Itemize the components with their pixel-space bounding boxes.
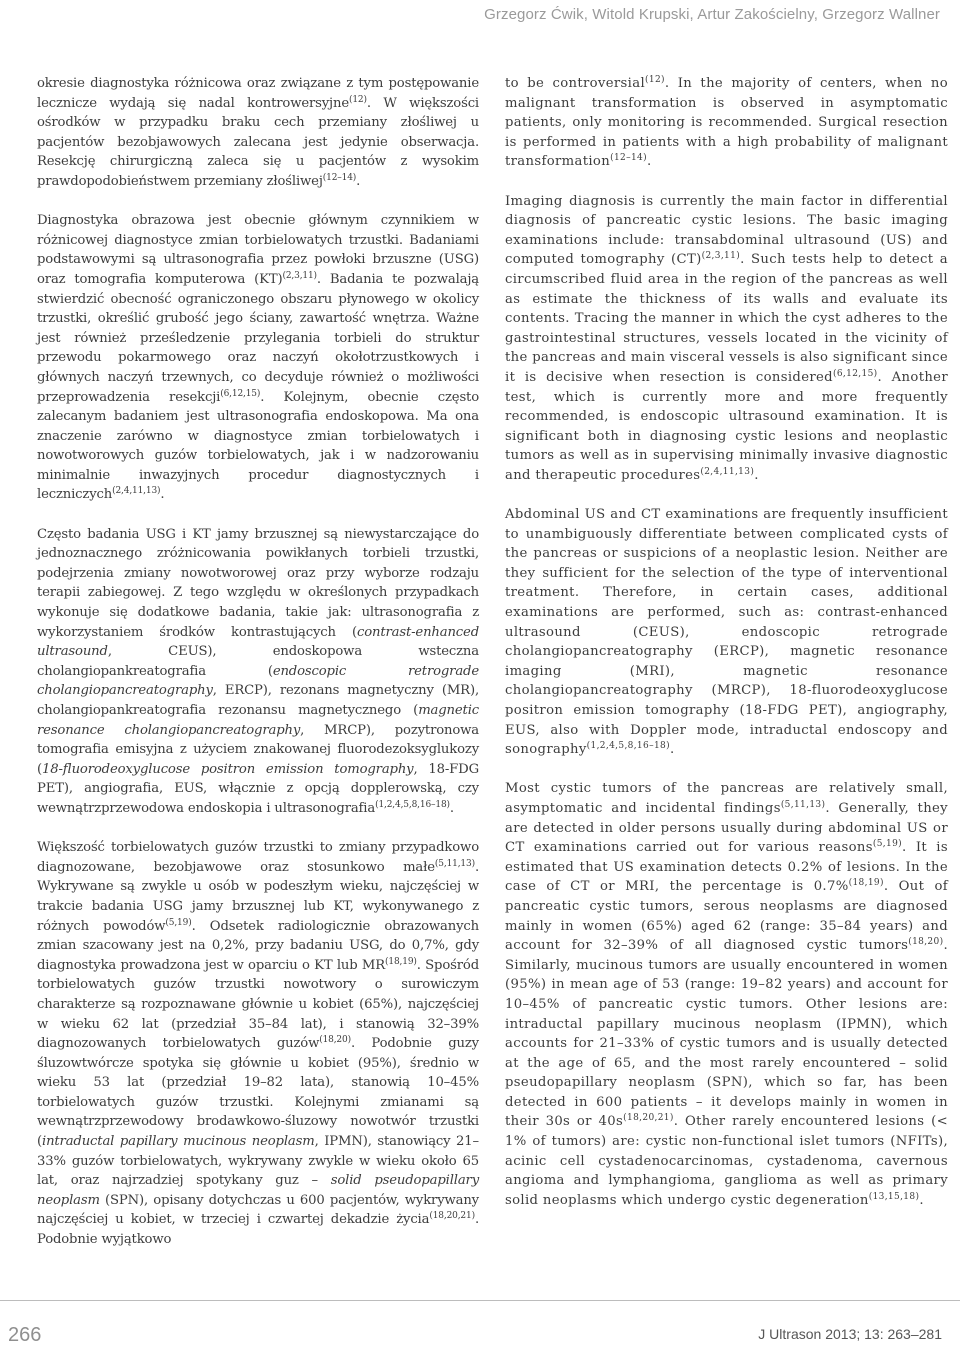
text-run: . It is estimated that US examination detects 0.2% of lesions. In the case of CT or MRI, the percentage is 0.7% bbox=[505, 840, 948, 895]
text-run: Imaging diagnosis is currently the main factor in differential diagnosis of pancreatic cystic lesions. The basic imaging examinations include: transabdominal ultrasound (US) and computed tomography (CT) bbox=[505, 193, 948, 268]
page-number: 266 bbox=[8, 1324, 42, 1346]
citation-ref: (18,20) bbox=[319, 1035, 351, 1046]
citation-ref: (18,20) bbox=[908, 937, 944, 948]
citation-ref: (12–14) bbox=[610, 153, 647, 164]
text-run: . Odsetek radiologicznie obrazowanych zmian szacowany jest na 0,2%, przy badaniu USG, do 0,7%, gdy diagnostyka prowadzona jest w oparciu o KT lub MR bbox=[37, 918, 479, 973]
text-run: . Another test, which is currently more and more frequently recommended, is endoscopic ultrasound examination. It is significant both in diagnosing cystic lesions and neoplastic tumors as well as in supervising minimally invasive diagnostic and therapeutic procedures bbox=[505, 369, 948, 483]
text-run: . Similarly, mucinous tumors are usually encountered in women (95%) in mean age of 53 (range: 19–82 years) and account for 10–45% of pancreatic cystic tumors. Other lesions are: intraductal papillary mucinous neoplasm (IPMN), which accounts for 21–33% of cystic tumors and is usually detected at the age of 65, and the most rarely encountered – solid pseudopapillary neoplasm (SPN), which so far, has been detected in 600 patients – it develops mainly in women in their 30s or 40s bbox=[505, 938, 948, 1130]
paragraph bbox=[37, 74, 479, 192]
text-run: . Podobnie guzy śluzowtwórcze spotyka się głównie u kobiet (95%), średnio w wieku 53 lat (przedział 19–82 lata), stanowią 10–45% torbielowatych guzów trzustki. Kolejnymi zmianami są wewnątrzprzewodowy brodawkowo-śluzowy nowotwór trzustki ( bbox=[37, 1036, 479, 1150]
citation-ref: (5,11,13) bbox=[780, 799, 826, 810]
citation-ref: (18,19) bbox=[385, 956, 417, 967]
running-header: Grzegorz Ćwik, Witold Krupski, Artur Zakościelny, Grzegorz Wallner bbox=[484, 6, 940, 23]
text-run: . Other rarely encountered lesions (< 1% of tumors) are: cystic non-functional islet tumors (NFITs), acinic cell cystadenocarcinomas, cystadenoma, cavernous angioma and lymphangioma, ganglioma as well as primary solid neoplasms which undergo cystic degeneration bbox=[505, 1114, 948, 1208]
text-run: . W większości ośrodków w przypadku braku cech przemiany złośliwej u pacjentów bezobjawowych zalecana jest jedynie obserwacja. Resekcję chirurgiczną zaleca się u pacjentów z wysokim prawdopodobieństwem przemiany złośliwej bbox=[37, 95, 480, 189]
paragraph bbox=[505, 505, 948, 760]
text-run: Często badania USG i KT jamy brzusznej są niewystarczające do jednoznacznego zróżnicowania powikłanych torbieli trzustki, podejrzenia zmiany nowotworowej oraz przy wyborze rodzaju terapii zabiegowej. Z tego względu w określonych przypadkach wykonuje się dodatkowe badania, takie jak: ultrasonografia z wykorzystaniem środków kontrastujących ( bbox=[37, 526, 479, 640]
text-run: . bbox=[754, 467, 759, 483]
text-run: . bbox=[160, 487, 165, 503]
text-run: . Kolejnym, obecnie często zalecanym badaniem jest ultrasonografia endoskopowa. Ma ona znaczenie zarówno w diagnostyce zmian torbielowatych i nowotworowych guzów torbielowatych, jak i w nadzorowaniu minimalnie inwazyjnych procedur diagnostycznych i leczniczych bbox=[37, 389, 479, 503]
citation-ref: (13,15,18) bbox=[868, 1191, 920, 1202]
citation-ref: (5,19) bbox=[165, 917, 192, 928]
citation-ref: (1,2,4,5,8,16–18) bbox=[586, 741, 670, 752]
italic-term: endoscopic retrograde cholangiopancreatography bbox=[37, 663, 479, 699]
italic-term: contrast-enhanced ultrasound bbox=[37, 624, 479, 660]
citation-ref: (12–14) bbox=[322, 172, 357, 183]
paragraph bbox=[37, 838, 479, 1249]
citation-ref: (6,12,15) bbox=[220, 388, 261, 399]
citation-ref: (2,4,11,13) bbox=[112, 486, 161, 497]
left-column-polish bbox=[37, 74, 479, 1250]
citation-ref: (2,4,11,13) bbox=[700, 466, 755, 477]
journal-citation: J Ultrason 2013; 13: 263–281 bbox=[758, 1326, 942, 1342]
italic-term: intraductal papillary mucinous neoplasm bbox=[42, 1134, 315, 1150]
text-run: Diagnostyka obrazowa jest obecnie głównym czynnikiem w różnicowej diagnostyce zmian torbielowatych trzustki. Badaniami podstawowymi są ultrasonografia przez powłoki brzuszne (USG) oraz tomografia komputerowa (KT) bbox=[37, 213, 479, 287]
text-run: . bbox=[646, 154, 652, 170]
text-run: . bbox=[356, 173, 361, 189]
text-run: . Spośród torbielowatych guzów trzustki nowotwory o surowiczym charakterze są rozpoznawane głównie u kobiet (65%), najczęściej w wieku 62 lat (przedział 35–84 lat), i stanowią 32–39% diagnozowanych torbielowatych guzów bbox=[37, 957, 479, 1052]
text-run: . In the majority of centers, when no malignant transformation is observed in asymptomatic patients, only monitoring is recommended. Surgical resection is performed in patients with a high probability of malignant transformation bbox=[505, 76, 948, 170]
text-run: . Podobnie wyjątkowo bbox=[37, 1212, 479, 1248]
citation-ref: (5,11,13) bbox=[434, 858, 475, 869]
citation-ref: (18,20,21) bbox=[623, 1113, 674, 1124]
text-run: . Such tests help to detect a circumscribed fluid area in the region of the pancreas as well as estimate the thickness of its walls and evaluate its contents. Tracing the manner in which the cyst adheres to the gastrointestinal structures, vessels located in the vicinity of the pancreas and main visceral vessels is also significant since it is decisive when resection is considered bbox=[505, 252, 949, 385]
text-run: . Badania te pozwalają stwierdzić obecność ograniczonego obszaru płynowego w okolicy trzustki, określić grubość jego ściany, zawartość wnętrza. Ważne jest również prześledzenie przylegania torbieli do struktur przewodu pokarmowego oraz naczyń okołotrzustkowych i głównych naczyń trzewnych, co decyduje również o możliwości przeprowadzenia resekcji bbox=[37, 271, 480, 405]
text-run: . Out of pancreatic cystic tumors, serous neoplasms are diagnosed mainly in women (65%) aged 62 (range: 35–84 years) and account for 32–39% of all diagnosed cystic tumors bbox=[505, 879, 948, 954]
citation-ref: (18,20,21) bbox=[429, 1211, 475, 1222]
text-run: okresie diagnostyka różnicowa oraz związane z tym postępowanie lecznicze wydają się nadal kontrowersyjne bbox=[37, 76, 479, 111]
paragraph bbox=[505, 192, 948, 486]
paragraph bbox=[505, 779, 948, 1210]
citation-ref: (12) bbox=[349, 94, 367, 105]
text-run: . bbox=[449, 800, 454, 816]
text-run: to be controversial bbox=[505, 76, 646, 91]
citation-ref: (2,3,11) bbox=[701, 251, 741, 262]
text-run: . Wykrywane są zwykle u osób w podeszłym wieku, najczęściej w trakcie badania USG jamy brzusznej lub KT, wykonywanego z różnych powodów bbox=[37, 859, 479, 934]
text-run: , 18-FDG PET), angiografia, EUS, włącznie z opcją dopplerowską, czy wewnątrzprzewodowa endoskopia i ultrasonografia bbox=[37, 761, 479, 816]
text-run: , CEUS), endoskopowa wsteczna cholangiopankreatografia ( bbox=[37, 644, 479, 679]
citation-ref: (18,19) bbox=[848, 878, 884, 889]
citation-ref: (12) bbox=[645, 75, 665, 85]
paragraph bbox=[37, 525, 479, 819]
text-run: Abdominal US and CT examinations are frequently insufficient to unambiguously differentiate between complicated cysts of the pancreas or suspicions of a neoplastic lesion. Neither are they sufficient for the selection of the type of interventional treatment. Therefore, in certain cases, additional examinations are performed, such as: contrast-enhanced ultrasound (CEUS), endoscopic retrograde cholangiopancreatography (ERCP), magnetic resonance imaging (MRI), magnetic resonance cholangiopancreatography (MRCP), 18-fluorodeoxyglucose positron emission tomography (18-FDG PET), angiography, EUS, also with Doppler mode, intraductal endoscopy and sonography bbox=[505, 507, 948, 758]
text-run: . bbox=[669, 742, 675, 758]
paragraph bbox=[37, 211, 479, 505]
italic-term: solid pseudopapillary neoplasm bbox=[37, 1173, 480, 1208]
text-run: . Generally, they are detected in older persons usually during abdominal US or CT examinations carried out for various reasons bbox=[505, 800, 948, 856]
text-run: , IPMN), stanowiący 21–33% guzów torbielowatych, wykrywany zwykle w wieku około 65 lat, oraz najrzadziej spotykany guz – bbox=[37, 1134, 479, 1189]
citation-ref: (2,3,11) bbox=[282, 270, 317, 281]
footer-divider bbox=[0, 1300, 960, 1301]
text-run: Most cystic tumors of the pancreas are relatively small, asymptomatic and incidental findings bbox=[505, 781, 948, 816]
paragraph bbox=[505, 74, 948, 172]
right-column-english bbox=[505, 74, 948, 1210]
italic-term: 18-fluorodeoxyglucose positron emission tomography bbox=[42, 761, 414, 777]
italic-term: magnetic resonance cholangiopancreatography bbox=[37, 703, 479, 738]
text-run: (SPN), opisany dotychczas u 600 pacjentów, wykrywany najczęściej u kobiet, w trzeciej i czwartej dekadzie życia bbox=[37, 1192, 479, 1228]
text-run: . bbox=[919, 1192, 924, 1208]
text-run: Większość torbielowatych guzów trzustki to zmiany przypadkowo diagnozowane, bezobjawowe oraz stosunkowo małe bbox=[37, 840, 479, 875]
citation-ref: (6,12,15) bbox=[832, 368, 878, 379]
text-run: , ERCP), rezonans magnetyczny (MR), cholangiopankreatografia rezonansu magnetycznego ( bbox=[37, 683, 479, 718]
citation-ref: (5,19) bbox=[872, 839, 903, 850]
citation-ref: (1,2,4,5,8,16–18) bbox=[375, 799, 450, 810]
text-run: , MRCP), pozytronowa tomografia emisyjna z użyciem znakowanej fluorodezoksyglukozy ( bbox=[37, 722, 480, 777]
